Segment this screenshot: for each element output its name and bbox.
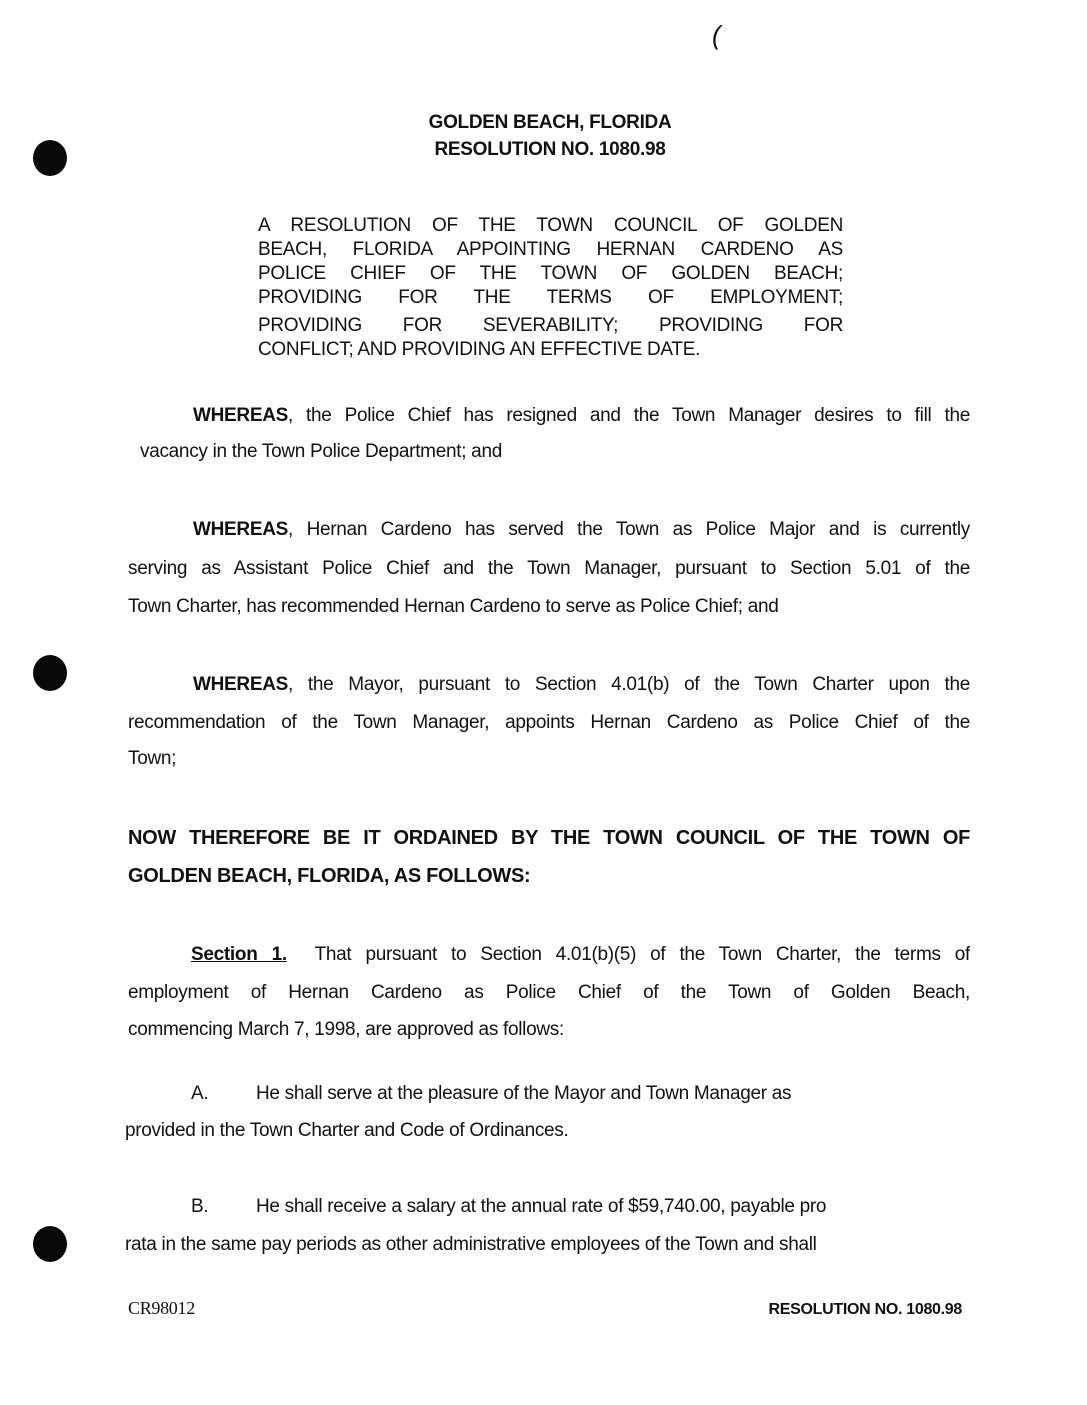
section-1-line-3: commencing March 7, 1998, are approved as follows: (128, 1019, 564, 1040)
ordained-line-1: NOW THEREFORE BE IT ORDAINED BY THE TOWN COUNCIL OF THE TOWN OF (128, 827, 970, 849)
abstract-line: POLICE CHIEF OF THE TOWN OF GOLDEN BEACH; (258, 263, 843, 284)
item-a-line-2: provided in the Town Charter and Code of Ordinances. (125, 1120, 569, 1141)
abstract-line: CONFLICT; AND PROVIDING AN EFFECTIVE DATE. (258, 339, 701, 360)
whereas-1-line-2: vacancy in the Town Police Department; and (140, 441, 502, 462)
punch-hole (33, 140, 67, 176)
punch-hole (33, 1226, 67, 1262)
whereas-label: WHEREAS (193, 405, 289, 426)
item-b-line-2: rata in the same pay periods as other administrative employees of the Town and shall (125, 1234, 817, 1255)
footer-doc-code: CR98012 (128, 1298, 195, 1318)
ordained-line-2: GOLDEN BEACH, FLORIDA, AS FOLLOWS: (128, 865, 531, 887)
whereas-3-line-2: recommendation of the Town Manager, appoints Hernan Cardeno as Police Chief of the (128, 712, 970, 733)
whereas-text: , Hernan Cardeno has served the Town as Police Major and is currently (288, 519, 970, 540)
section-1-text: That pursuant to Section 4.01(b)(5) of the Town Charter, the terms of (314, 944, 970, 965)
section-1-line-2: employment of Hernan Cardeno as Police Chief of the Town of Golden Beach, (128, 982, 970, 1003)
abstract-line: PROVIDING FOR THE TERMS OF EMPLOYMENT; (258, 287, 843, 308)
whereas-label: WHEREAS (193, 674, 289, 695)
title-line-2: RESOLUTION NO. 1080.98 (434, 139, 666, 160)
section-1-label: Section 1. (191, 944, 287, 965)
whereas-2-line-1 (193, 519, 970, 541)
abstract-line: BEACH, FLORIDA APPOINTING HERNAN CARDENO AS (258, 239, 843, 260)
whereas-2-line-3: Town Charter, has recommended Hernan Cardeno to serve as Police Chief; and (128, 596, 779, 617)
whereas-1-line-1 (193, 405, 970, 427)
scan-mark: ( (712, 20, 721, 50)
punch-hole (33, 655, 67, 691)
whereas-label: WHEREAS (193, 519, 289, 540)
item-b-label: B. (191, 1196, 209, 1217)
whereas-2-line-2: serving as Assistant Police Chief and the Town Manager, pursuant to Section 5.01 of the (128, 558, 970, 579)
footer-resolution-number: RESOLUTION NO. 1080.98 (768, 1301, 962, 1318)
whereas-text: , the Police Chief has resigned and the Town Manager desires to fill the (288, 405, 970, 426)
item-a-label: A. (191, 1083, 209, 1104)
section-1-line-1 (191, 944, 970, 966)
whereas-3-line-3: Town; (128, 748, 177, 769)
title-line-1: GOLDEN BEACH, FLORIDA (428, 112, 672, 133)
whereas-text: , the Mayor, pursuant to Section 4.01(b) of the Town Charter upon the (288, 674, 970, 695)
abstract-line: A RESOLUTION OF THE TOWN COUNCIL OF GOLDEN (258, 215, 843, 236)
abstract-line: PROVIDING FOR SEVERABILITY; PROVIDING FOR (258, 315, 843, 336)
item-b-line-1: He shall receive a salary at the annual rate of $59,740.00, payable pro (256, 1196, 827, 1217)
whereas-3-line-1 (193, 674, 970, 696)
item-a-line-1: He shall serve at the pleasure of the Mayor and Town Manager as (256, 1083, 792, 1104)
